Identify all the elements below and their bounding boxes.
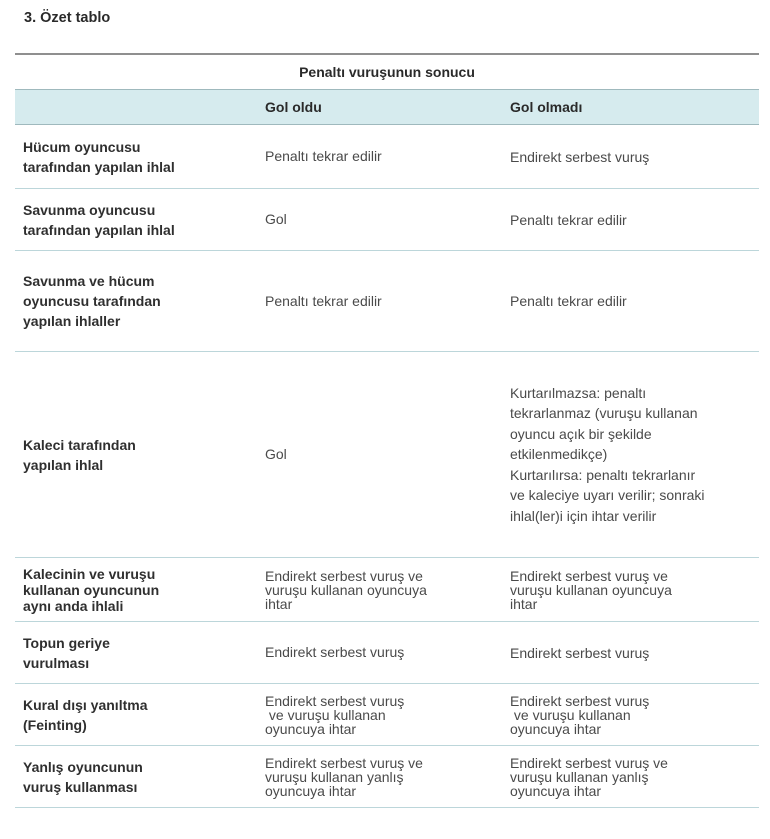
cell-no-goal: Endirekt serbest vuruş ve vuruşu kullanan yanlış oyuncuya ihtar <box>510 754 668 799</box>
table-row <box>15 746 759 808</box>
table-row <box>15 189 759 251</box>
summary-table <box>15 53 759 808</box>
table-row <box>15 684 759 746</box>
cell-no-goal: Penaltı tekrar edilir <box>510 211 627 228</box>
row-label: Savunma oyuncusu tarafından yapılan ihlal <box>23 201 175 238</box>
cell-goal: Endirekt serbest vuruş ve vuruşu kullanan oyuncuya ihtar <box>265 567 427 612</box>
column-header-row <box>15 89 759 125</box>
row-label: Kalecinin ve vuruşu kullanan oyuncunun aynı anda ihlali <box>23 565 160 614</box>
table-super-header: Penaltı vuruşunun sonucu <box>299 64 475 80</box>
row-label: Kural dışı yanıltma (Feinting) <box>23 696 148 733</box>
cell-no-goal: Kurtarılmazsa: penaltı tekrarlanmaz (vuruşu kullanan oyuncu açık bir şekilde etkilenmedikçe) Kurtarılırsa: penaltı tekrarlanır ve kaleciye uyarı verilir; sonraki ihlal(ler)i için ihtar verilir <box>510 384 705 524</box>
cell-goal: Endirekt serbest vuruş ve vuruşu kullanan oyuncuya ihtar <box>265 692 405 737</box>
cell-goal: Gol <box>265 446 287 462</box>
cell-no-goal: Endirekt serbest vuruş ve vuruşu kullanan oyuncuya ihtar <box>510 692 650 737</box>
cell-goal: Gol <box>265 211 287 227</box>
column-header-goal: Gol oldu <box>265 98 322 115</box>
table-row <box>15 125 759 189</box>
row-label: Yanlış oyuncunun vuruş kullanması <box>23 758 143 795</box>
cell-no-goal: Endirekt serbest vuruş <box>510 148 650 165</box>
cell-no-goal: Penaltı tekrar edilir <box>510 293 627 309</box>
cell-goal: Endirekt serbest vuruş <box>265 644 405 660</box>
cell-goal: Penaltı tekrar edilir <box>265 292 382 309</box>
cell-goal: Penaltı tekrar edilir <box>265 148 382 164</box>
row-label: Hücum oyuncusu tarafından yapılan ihlal <box>23 138 175 175</box>
cell-no-goal: Endirekt serbest vuruş <box>510 644 650 661</box>
cell-goal: Endirekt serbest vuruş ve vuruşu kullanan yanlış oyuncuya ihtar <box>265 754 423 799</box>
table-row <box>15 352 759 558</box>
table-row <box>15 622 759 684</box>
section-title: 3. Özet tablo <box>24 10 111 26</box>
row-label: Topun geriye vurulması <box>23 634 110 671</box>
row-label: Savunma ve hücum oyuncusu tarafından yapılan ihlaller <box>23 273 161 329</box>
row-label: Kaleci tarafından yapılan ihlal <box>23 436 136 473</box>
table-row <box>15 558 759 622</box>
cell-no-goal: Endirekt serbest vuruş ve vuruşu kullanan oyuncuya ihtar <box>510 567 672 612</box>
table-row <box>15 251 759 352</box>
column-header-no-goal: Gol olmadı <box>510 99 583 115</box>
